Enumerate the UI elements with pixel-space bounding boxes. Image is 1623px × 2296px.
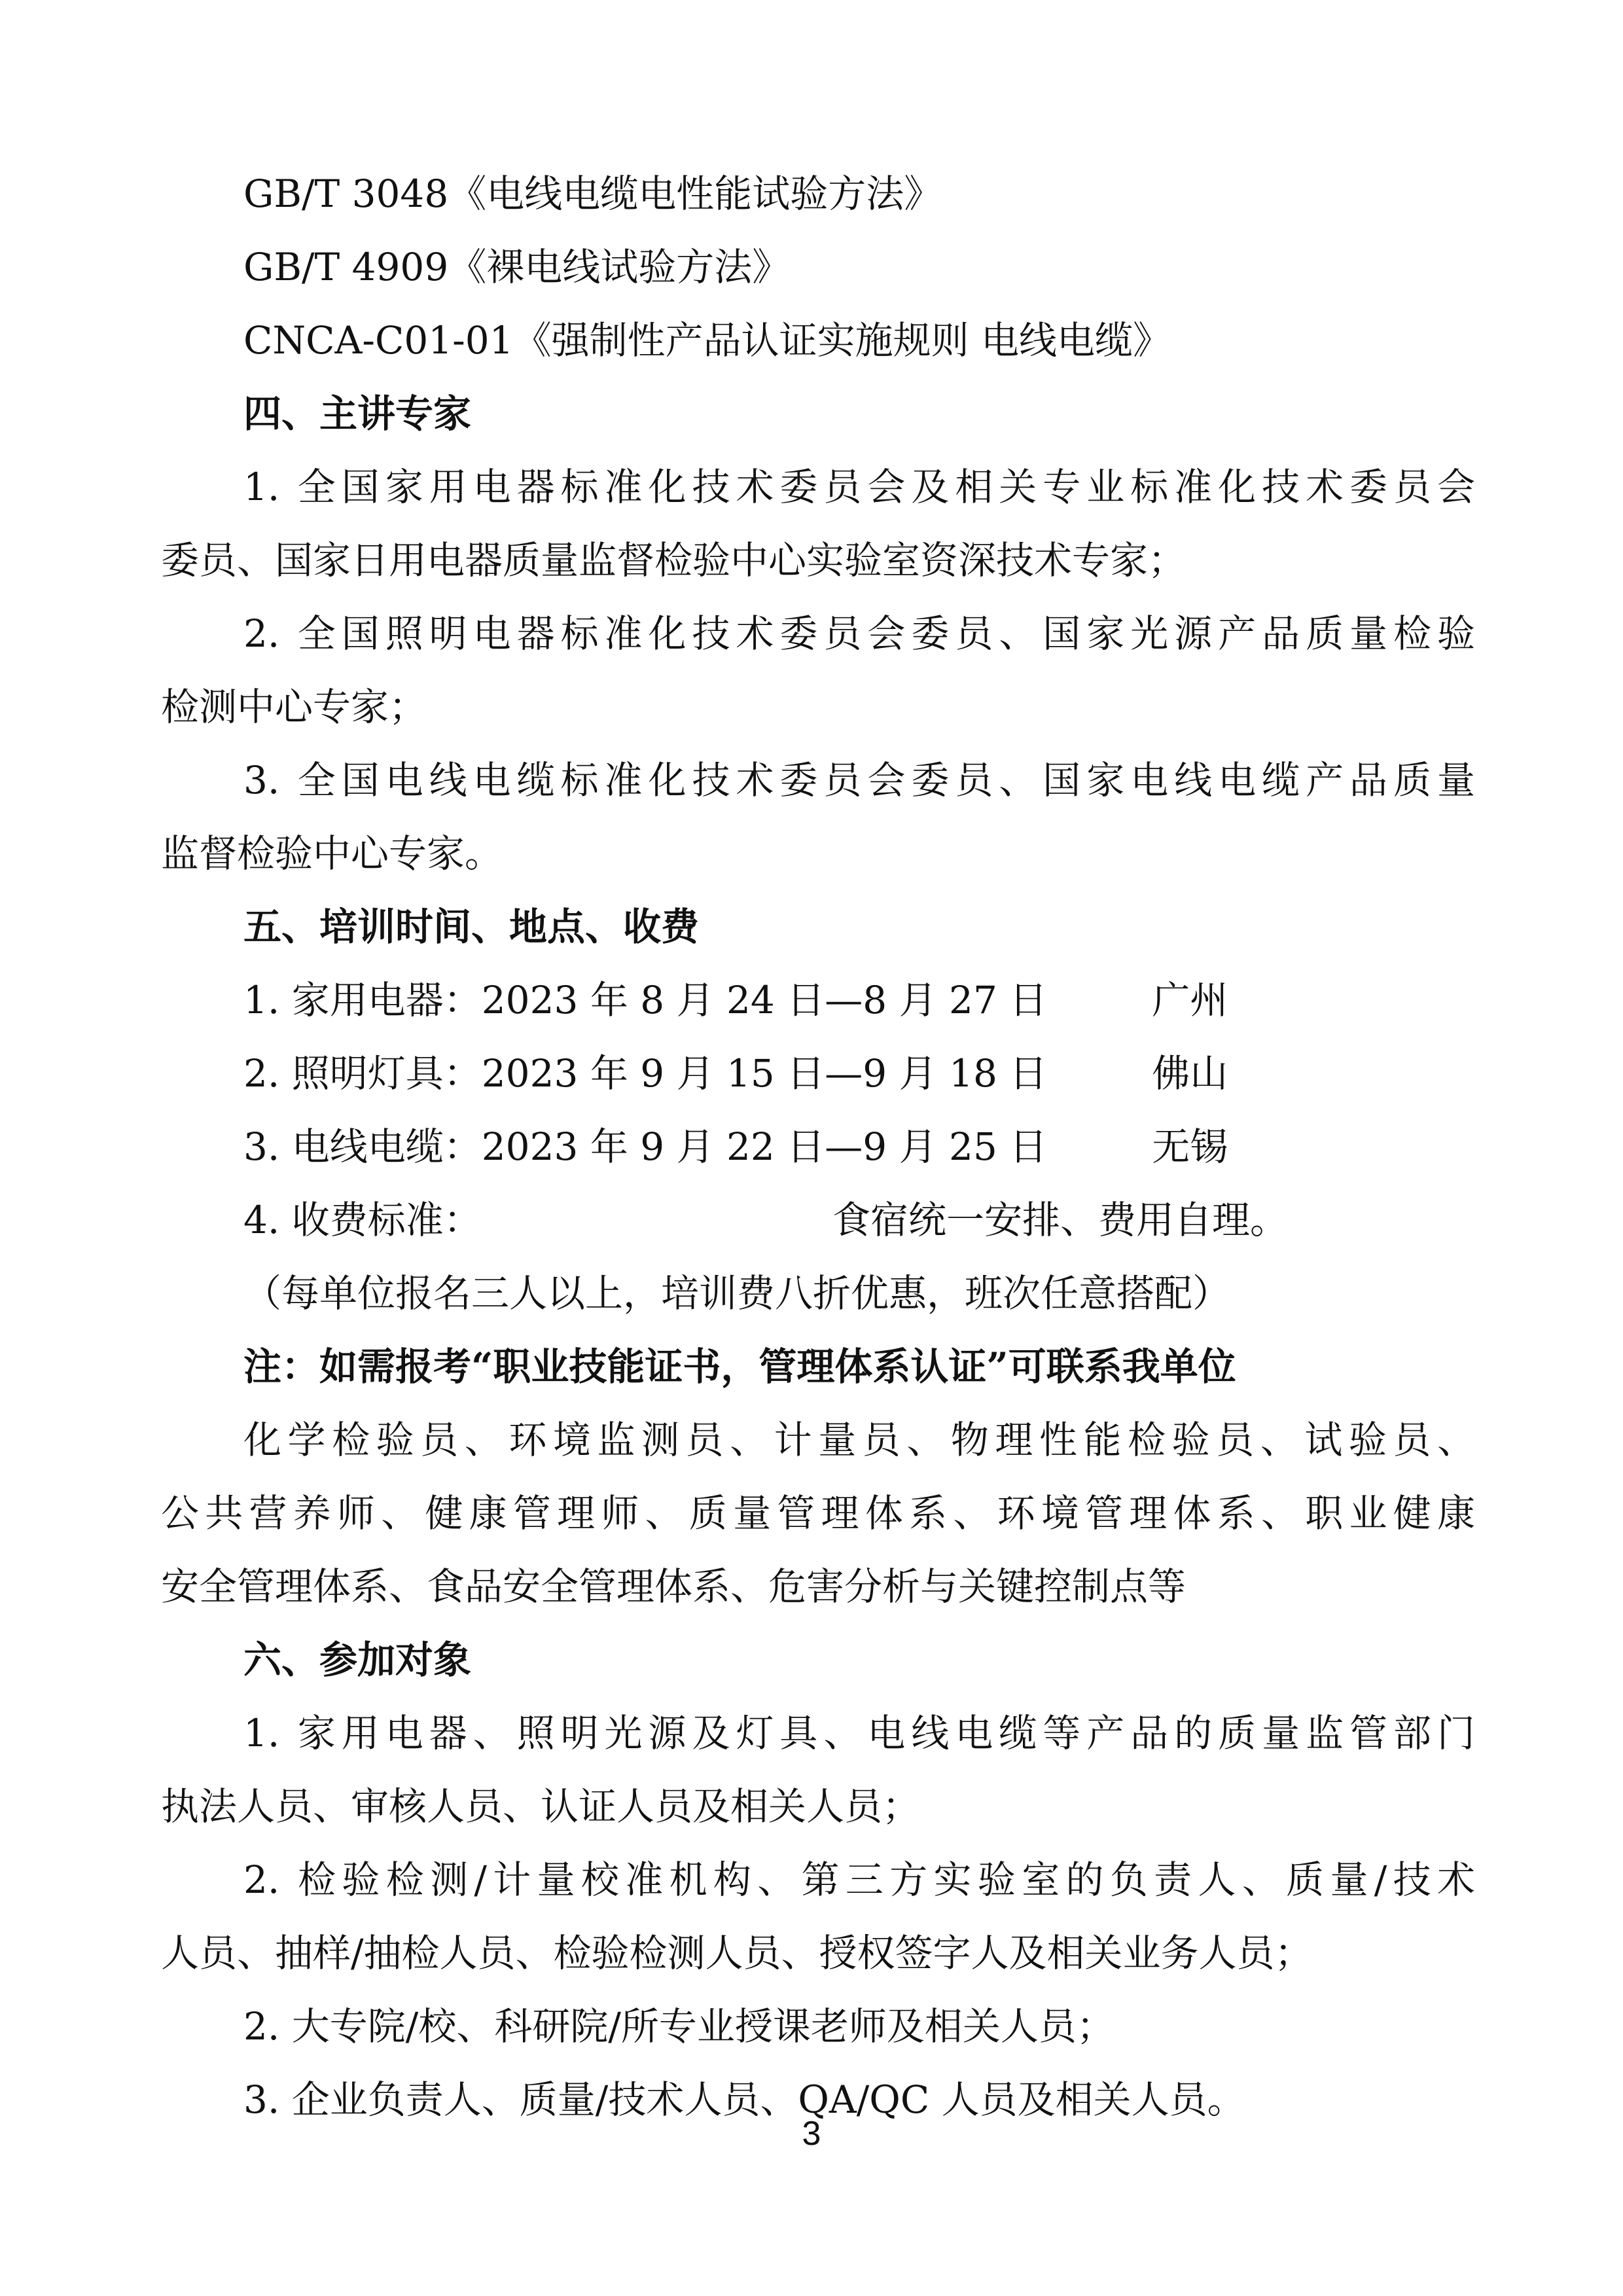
standard-cnca: CNCA-C01-01《强制性产品认证实施规则 电线电缆》: [243, 318, 1171, 363]
standard-gbt4909: GB/T 4909《裸电线试验方法》: [243, 245, 791, 289]
document-page: [161, 157, 1475, 2136]
page-number: 3: [802, 2115, 821, 2153]
certification-list-line-2: 公共营养师、健康管理师、质量管理体系、环境管理体系、职业健康: [161, 1491, 1475, 1535]
section-heading-participants: 六、参加对象: [243, 1638, 472, 1682]
section-heading-schedule: 五、培训时间、地点、收费: [243, 905, 700, 949]
session-location: 佛山: [1152, 1051, 1228, 1096]
session-row: [161, 1110, 1475, 1183]
fee-note: 食宿统一安排、费用自理。: [832, 1198, 1289, 1242]
participant-item-1-line-2: 执法人员、审核人员、认证人员及相关人员；: [161, 1784, 921, 1829]
expert-item-2-line-2: 检测中心专家；: [161, 685, 427, 729]
certification-list-line-3: 安全管理体系、食品安全管理体系、危害分析与关键控制点等: [161, 1564, 1186, 1609]
participant-item-4: 3. 企业负责人、质量/技术人员、QA/QC 人员及相关人员。: [243, 2077, 1245, 2122]
standard-gbt3048: GB/T 3048《电线电缆电性能试验方法》: [243, 171, 942, 216]
participant-item-1-line-1: 1. 家用电器、照明光源及灯具、电线电缆等产品的质量监管部门: [243, 1711, 1475, 1755]
session-text: 2. 照明灯具：2023 年 9 月 15 日—9 月 18 日: [243, 1051, 1048, 1096]
certification-note: 注：如需报考“职业技能证书，管理体系认证”可联系我单位: [243, 1344, 1236, 1389]
session-row: [161, 1037, 1475, 1110]
discount-note: （每单位报名三人以上，培训费八折优惠，班次任意搭配）: [243, 1271, 1231, 1316]
expert-item-1-line-1: 1. 全国家用电器标准化技术委员会及相关专业标准化技术委员会: [243, 465, 1475, 509]
session-location: 广州: [1152, 978, 1228, 1022]
expert-item-1-line-2: 委员、国家日用电器质量监督检验中心实验室资深技术专家；: [161, 538, 1186, 583]
session-text: 3. 电线电缆：2023 年 9 月 22 日—9 月 25 日: [243, 1124, 1048, 1169]
fee-label: 4. 收费标准：: [243, 1198, 482, 1242]
expert-item-3-line-1: 3. 全国电线电缆标准化技术委员会委员、国家电线电缆产品质量: [243, 758, 1475, 802]
certification-list-line-1: 化学检验员、环境监测员、计量员、物理性能检验员、试验员、: [243, 1418, 1475, 1462]
session-location: 无锡: [1152, 1124, 1228, 1169]
participant-item-2-line-2: 人员、抽样/抽检人员、检验检测人员、授权签字人及相关业务人员；: [161, 1931, 1313, 1975]
participant-item-2-line-1: 2. 检验检测/计量校准机构、第三方实验室的负责人、质量/技术: [243, 1857, 1475, 1902]
expert-item-2-line-1: 2. 全国照明电器标准化技术委员会委员、国家光源产品质量检验: [243, 611, 1475, 656]
session-text: 1. 家用电器：2023 年 8 月 24 日—8 月 27 日: [243, 978, 1048, 1022]
expert-item-3-line-2: 监督检验中心专家。: [161, 831, 503, 876]
participant-item-3: 2. 大专院/校、科研院/所专业授课老师及相关人员；: [243, 2004, 1115, 2049]
section-heading-experts: 四、主讲专家: [243, 391, 472, 436]
fee-row: [161, 1183, 1475, 1257]
session-row: [161, 963, 1475, 1037]
